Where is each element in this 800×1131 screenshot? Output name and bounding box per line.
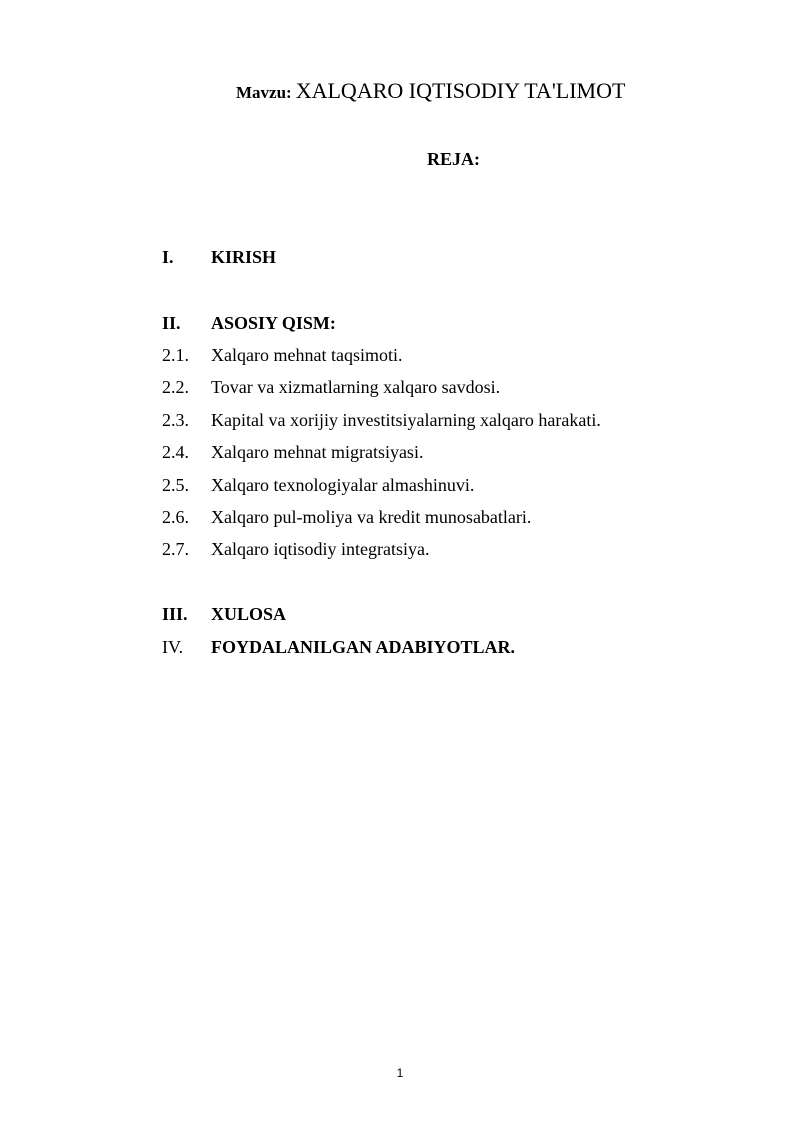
outline-text: Xalqaro iqtisodiy integratsiya. <box>211 539 430 559</box>
outline-number: II. <box>162 313 181 333</box>
outline-text: ASOSIY QISM: <box>211 313 336 333</box>
outline-number: 2.6. <box>162 507 189 527</box>
outline-number: 2.2. <box>162 377 189 397</box>
outline-number: III. <box>162 604 188 624</box>
outline-text: Kapital va xorijiy investitsiyalarning xalqaro harakati. <box>211 410 601 430</box>
outline-text: Xalqaro mehnat taqsimoti. <box>211 345 403 365</box>
outline-text: KIRISH <box>211 247 277 267</box>
outline-number: IV. <box>162 637 184 657</box>
page-number: 1 <box>396 1066 404 1080</box>
outline-number: 2.4. <box>162 442 189 462</box>
outline-number: 2.7. <box>162 539 189 559</box>
topic-label: Mavzu: <box>236 83 292 102</box>
outline-number: I. <box>162 247 174 267</box>
outline-text: XULOSA <box>211 604 287 624</box>
topic-text: XALQARO IQTISODIY TA'LIMOT <box>295 78 626 103</box>
plan-heading: REJA: <box>427 149 480 169</box>
outline-text: FOYDALANILGAN ADABIYOTLAR. <box>211 637 516 657</box>
outline-number: 2.1. <box>162 345 189 365</box>
outline-text: Xalqaro pul-moliya va kredit munosabatlari. <box>211 507 532 527</box>
outline-text: Xalqaro mehnat migratsiyasi. <box>211 442 424 462</box>
outline-text: Tovar va xizmatlarning xalqaro savdosi. <box>211 377 501 397</box>
topic-title <box>236 78 625 104</box>
outline-text: Xalqaro texnologiyalar almashinuvi. <box>211 475 475 495</box>
outline-number: 2.5. <box>162 475 189 495</box>
outline-number: 2.3. <box>162 410 189 430</box>
